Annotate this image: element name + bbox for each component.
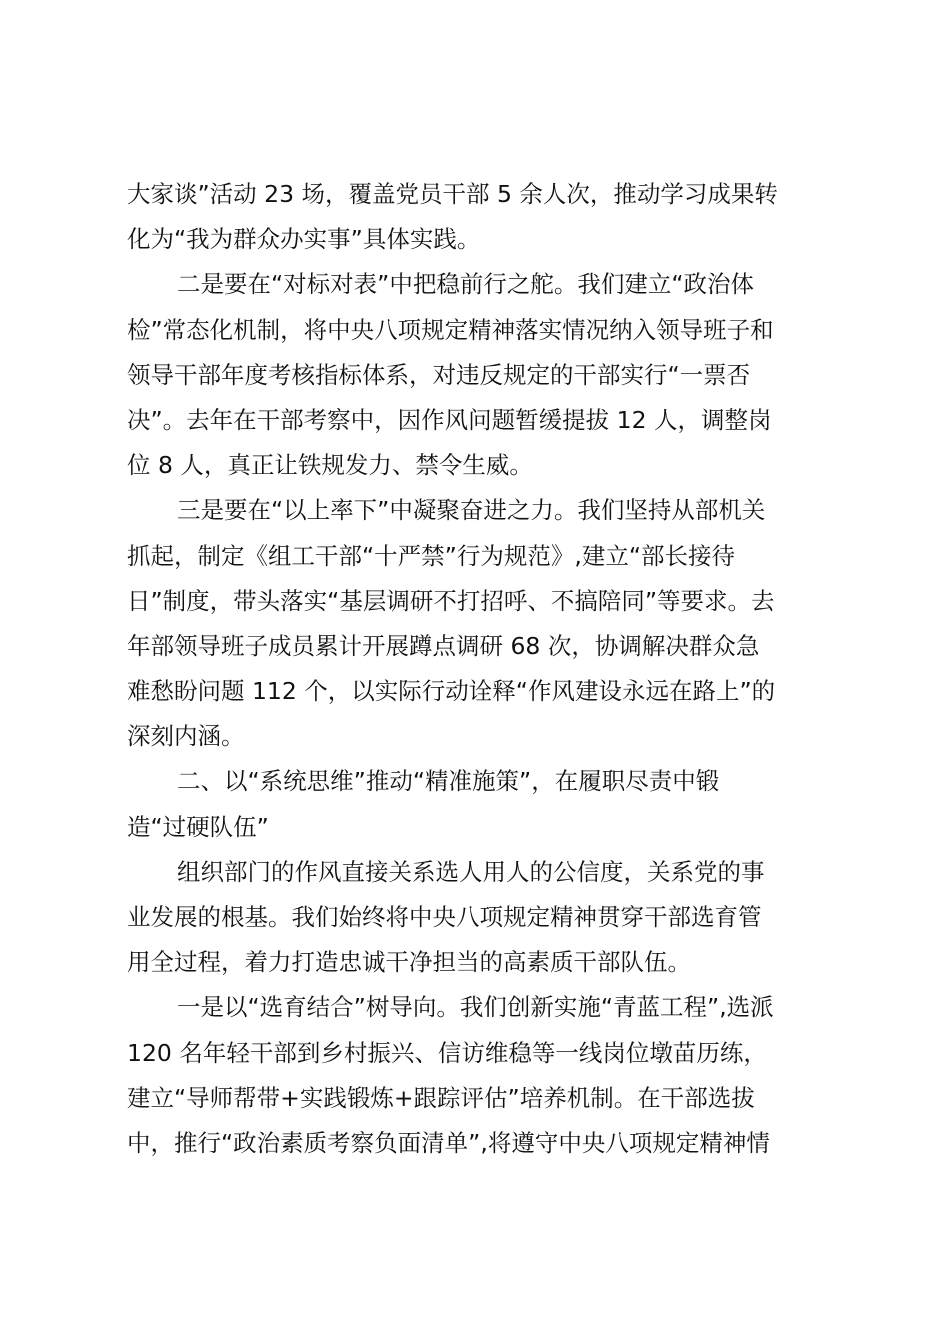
text-line: 二、以“系统思维”推动“精准施策”，在履职尽责中锻 <box>177 767 720 796</box>
text-line: 决”。去年在干部考察中，因作风问题暂缓提拔 12 人，调整岗 <box>127 405 772 434</box>
text-line: 二是要在“对标对表”中把稳前行之舵。我们建立“政治体 <box>177 270 755 299</box>
text-line: 中，推行“政治素质考察负面清单”,将遵守中央八项规定精神情 <box>127 1128 770 1157</box>
text-line: 组织部门的作风直接关系选人用人的公信度，关系党的事 <box>177 857 765 886</box>
text-line: 抓起，制定《组工干部“十严禁”行为规范》,建立“部长接待 <box>127 541 735 570</box>
text-line: 化为“我为群众办实事”具体实践。 <box>127 225 481 254</box>
text-line: 用全过程，着力打造忠诚干净担当的高素质干部队伍。 <box>127 948 691 977</box>
text-line: 业发展的根基。我们始终将中央八项规定精神贯穿干部选育管 <box>127 903 762 931</box>
text-line: 日”制度，带头落实“基层调研不打招呼、不搞陪同”等要求。去 <box>127 586 775 615</box>
text-line: 造“过硬队伍” <box>127 812 269 841</box>
text-line: 深刻内涵。 <box>127 722 245 751</box>
text-line: 年部领导班子成员累计开展蹲点调研 68 次，协调解决群众急 <box>127 631 760 660</box>
text-line: 位 8 人，真正让铁规发力、禁令生威。 <box>127 451 533 480</box>
text-line: 难愁盼问题 112 个，以实际行动诠释“作风建设永远在路上”的 <box>127 677 776 706</box>
text-line: 领导干部年度考核指标体系，对违反规定的干部实行“一票否 <box>127 360 751 389</box>
text-line: 大家谈”活动 23 场，覆盖党员干部 5 余人次，推动学习成果转 <box>127 180 778 208</box>
text-line: 建立“导师帮带+实践锻炼+跟踪评估”培养机制。在干部选拔 <box>127 1083 755 1112</box>
text-line: 检”常态化机制，将中央八项规定精神落实情况纳入领导班子和 <box>127 315 774 344</box>
text-line: 一是以“选育结合”树导向。我们创新实施“青蓝工程”,选派 <box>177 993 774 1022</box>
text-line: 120 名年轻干部到乡村振兴、信访维稳等一线岗位墩苗历练， <box>127 1038 767 1067</box>
text-line: 三是要在“以上率下”中凝聚奋进之力。我们坚持从部机关 <box>177 496 766 525</box>
document-body <box>127 172 830 1166</box>
